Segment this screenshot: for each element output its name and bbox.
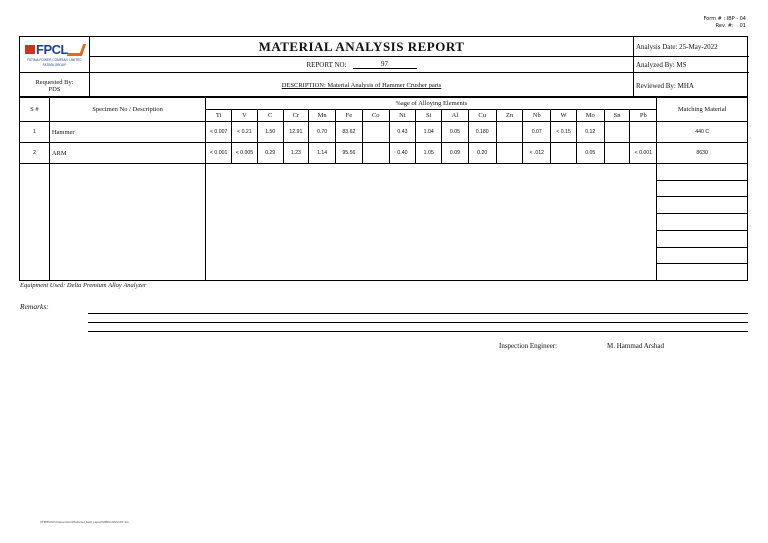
match-blank-lines bbox=[657, 164, 747, 280]
row-value-w bbox=[551, 143, 577, 164]
element-header: Co bbox=[362, 110, 389, 122]
logo-subtitle: FATIMA POWER COMPANY LIMITED bbox=[27, 58, 82, 62]
reviewed-by: Reviewed By: MHA bbox=[636, 81, 694, 90]
logo-square-icon bbox=[25, 45, 35, 54]
element-header: W bbox=[551, 110, 577, 122]
element-header: Ti bbox=[206, 110, 232, 122]
element-header: Al bbox=[442, 110, 469, 122]
element-header: Si bbox=[416, 110, 442, 122]
col-match-header: Matching Material bbox=[657, 98, 748, 122]
form-number: Form # : IBP - 04 bbox=[703, 16, 746, 22]
report-number-value: 97 bbox=[353, 60, 417, 69]
blank-line bbox=[657, 264, 747, 280]
row-value-cr: 1.23 bbox=[283, 143, 309, 164]
row-value-al: 0.09 bbox=[442, 143, 469, 164]
inspection-engineer-name: M. Hammad Arshad bbox=[607, 342, 664, 350]
report-number-label: REPORT NO: bbox=[306, 60, 347, 69]
analysis-date: Analysis Date: 25-May-2022 bbox=[634, 37, 749, 57]
analyzed-by: Analyzed By: MS bbox=[634, 57, 749, 73]
row-value-w: < 0.15 bbox=[551, 122, 577, 143]
row-value-mo: 0.05 bbox=[576, 143, 604, 164]
rev-label: Rev. #: bbox=[715, 23, 734, 29]
rev-value: 01 bbox=[739, 23, 746, 29]
remarks-line bbox=[88, 313, 748, 314]
blank-line bbox=[657, 248, 747, 265]
row-value-nb: 0.07 bbox=[523, 122, 551, 143]
row-specimen: ARM bbox=[49, 143, 205, 164]
element-header: Zn bbox=[496, 110, 523, 122]
element-header: Mn bbox=[309, 110, 336, 122]
row-value-zn bbox=[496, 143, 523, 164]
element-header: Ni bbox=[389, 110, 416, 122]
element-header: C bbox=[257, 110, 283, 122]
element-header: Sn bbox=[604, 110, 630, 122]
element-header: Pb bbox=[630, 110, 657, 122]
col-sn-header: S # bbox=[20, 98, 50, 122]
alloy-group-header: %age of Alloying Elements bbox=[206, 98, 657, 110]
form-number-box bbox=[703, 16, 746, 30]
row-value-ti: < 0.001 bbox=[206, 143, 232, 164]
description-text: DESCRIPTION: Material Analysis of Hammer Crusher parts bbox=[281, 82, 442, 89]
element-header: Cu bbox=[468, 110, 496, 122]
row-matching-material: 8630 bbox=[657, 143, 748, 164]
report-title: MATERIAL ANALYSIS REPORT bbox=[90, 37, 634, 57]
element-header: Cr bbox=[283, 110, 309, 122]
row-value-pb bbox=[630, 122, 657, 143]
blank-line bbox=[657, 164, 747, 181]
row-value-co bbox=[362, 143, 389, 164]
blank-line bbox=[657, 214, 747, 231]
logo-swoosh-icon bbox=[67, 44, 86, 56]
row-value-co bbox=[362, 122, 389, 143]
row-value-c: 0.29 bbox=[257, 143, 283, 164]
row-value-zn bbox=[496, 122, 523, 143]
blank-line bbox=[657, 197, 747, 214]
row-value-si: 1.04 bbox=[416, 122, 442, 143]
empty-match-cell bbox=[657, 164, 748, 281]
empty-cell bbox=[49, 164, 205, 281]
element-header: Mo bbox=[576, 110, 604, 122]
logo-subtitle-2: FATIMA GROUP bbox=[42, 63, 67, 67]
row-value-v: < 0.005 bbox=[232, 143, 258, 164]
company-logo bbox=[20, 37, 90, 73]
table-body bbox=[20, 122, 748, 281]
logo-text: FPCL bbox=[36, 42, 68, 57]
report-number bbox=[90, 57, 634, 73]
remarks-label: Remarks: bbox=[20, 302, 49, 311]
row-value-mo: 0.12 bbox=[576, 122, 604, 143]
row-value-cu: 0.20 bbox=[468, 143, 496, 164]
table-row bbox=[20, 143, 748, 164]
empty-cell bbox=[20, 164, 50, 281]
logo-mark bbox=[25, 42, 84, 57]
element-header: V bbox=[232, 110, 258, 122]
row-value-cr: 12.91 bbox=[283, 122, 309, 143]
table-row bbox=[20, 122, 748, 143]
requested-by-label: Requested By: bbox=[35, 78, 74, 86]
row-value-al: 0.05 bbox=[442, 122, 469, 143]
row-value-ni: 0.43 bbox=[389, 122, 416, 143]
row-value-pb: < 0.001 bbox=[630, 143, 657, 164]
row-value-fe: 83.62 bbox=[336, 122, 363, 143]
element-header: Fe bbox=[336, 110, 363, 122]
requested-by bbox=[20, 73, 90, 98]
description bbox=[90, 73, 634, 98]
row-matching-material: 440 C bbox=[657, 122, 748, 143]
row-value-ti: < 0.007 bbox=[206, 122, 232, 143]
analysis-table bbox=[19, 97, 748, 281]
remarks-line bbox=[88, 331, 748, 332]
report-header bbox=[19, 36, 748, 97]
row-value-fe: 95.56 bbox=[336, 143, 363, 164]
requested-by-value: PDS bbox=[48, 85, 61, 93]
row-value-si: 1.05 bbox=[416, 143, 442, 164]
row-value-c: 1.50 bbox=[257, 122, 283, 143]
row-value-v: < 0.21 bbox=[232, 122, 258, 143]
row-value-sn bbox=[604, 143, 630, 164]
row-sn: 2 bbox=[20, 143, 50, 164]
row-value-mn: 1.14 bbox=[309, 143, 336, 164]
row-value-ni: 0.40 bbox=[389, 143, 416, 164]
row-value-sn bbox=[604, 122, 630, 143]
inspection-engineer-label: Inspection Engineer: bbox=[499, 342, 558, 350]
equipment-used: Equipment Used: Delta Premium Alloy Analyzer bbox=[20, 282, 147, 289]
blank-line bbox=[657, 181, 747, 198]
blank-line bbox=[657, 231, 747, 248]
row-value-nb: < .012 bbox=[523, 143, 551, 164]
empty-cell bbox=[206, 164, 657, 281]
remarks-line bbox=[88, 322, 748, 323]
element-header: Nb bbox=[523, 110, 551, 122]
row-specimen: Hammer bbox=[49, 122, 205, 143]
empty-area-row bbox=[20, 164, 748, 281]
col-spec-header: Specimen No / Description bbox=[49, 98, 205, 122]
row-value-mn: 0.70 bbox=[309, 122, 336, 143]
file-path: \\FPMS\Sh\Inspection\Material_test_report\MRS\2022\97.xls bbox=[40, 520, 129, 524]
row-value-cu: 0.180 bbox=[468, 122, 496, 143]
row-sn: 1 bbox=[20, 122, 50, 143]
